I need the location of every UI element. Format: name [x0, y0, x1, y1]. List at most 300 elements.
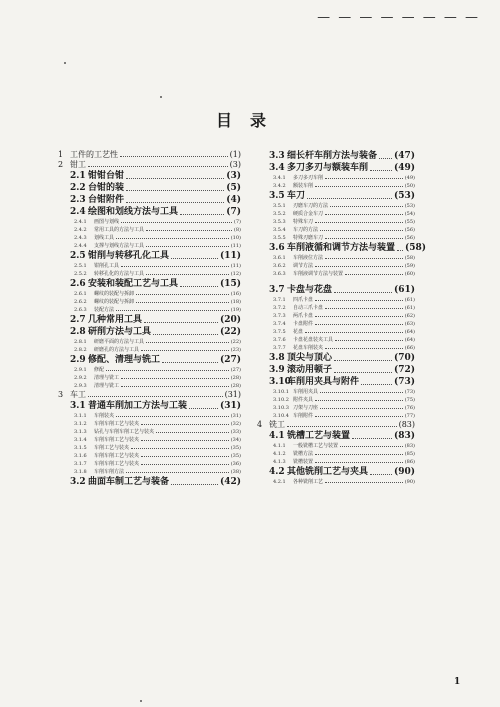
toc-entry-page: (20) — [219, 315, 241, 325]
toc-entry-page: (4) — [226, 195, 241, 205]
toc-entry-page: (61) — [393, 285, 415, 295]
toc-subsection[interactable] — [257, 202, 415, 210]
toc-section[interactable] — [58, 194, 241, 206]
toc-leader-dots — [325, 238, 403, 239]
toc-entry-page: (49) — [404, 175, 415, 181]
toc-entry-number: 2.2 — [70, 183, 86, 193]
toc-section[interactable] — [58, 314, 241, 326]
toc-entry-title: 一般铣槽工艺与装置 — [293, 443, 339, 449]
toc-entry-title: 调节方法 — [293, 263, 314, 269]
toc-entry-page: (31) — [230, 413, 241, 419]
toc-section[interactable] — [257, 364, 415, 376]
toc-entry-number: 2.5.1 — [74, 263, 87, 269]
toc-leader-dots — [136, 302, 229, 303]
toc-leader-dots — [315, 300, 403, 301]
toc-entry-title: 花盘 — [293, 329, 304, 335]
toc-section[interactable] — [58, 170, 241, 182]
toc-subsection[interactable] — [58, 420, 241, 428]
toc-leader-dots — [106, 370, 229, 371]
toc-entry-title: 自动三爪卡盘 — [293, 305, 324, 311]
toc-entry-number: 3.1.3 — [74, 429, 87, 435]
toc-subsection[interactable] — [58, 444, 241, 452]
toc-entry-page: (86) — [404, 459, 415, 465]
toc-entry-number: 3.7 — [269, 285, 285, 295]
toc-entry-title: 安装和装配工艺与工具 — [88, 279, 179, 289]
toc-entry-title: 四爪卡盘 — [293, 297, 314, 303]
toc-entry-number: 3.5.4 — [273, 227, 286, 233]
toc-entry-page: (64) — [404, 329, 415, 335]
toc-section[interactable] — [257, 242, 427, 254]
toc-entry-page: (34) — [230, 437, 241, 443]
toc-entry-page: (3) — [226, 171, 241, 181]
toc-entry-title: 车刀 — [287, 191, 306, 201]
toc-subsection[interactable] — [257, 234, 415, 242]
toc-entry-page: (47) — [393, 151, 415, 161]
toc-entry-title: 修配、清理与铣工 — [88, 355, 161, 365]
toc-entry-title: 额装车削 — [293, 183, 314, 189]
toc-entry-title: 画图与划线 — [94, 219, 120, 225]
toc-leader-dots — [171, 258, 218, 259]
toc-entry-number: 2 — [58, 160, 64, 169]
toc-entry-number: 2.5 — [70, 251, 86, 261]
toc-entry-number: 4.1 — [269, 431, 285, 441]
toc-section[interactable] — [58, 476, 241, 488]
toc-entry-page: (85) — [404, 451, 415, 457]
toc-leader-dots — [361, 384, 392, 385]
toc-entry-page: (11) — [230, 243, 241, 249]
toc-entry-page: (19) — [230, 307, 241, 313]
toc-entry-number: 3.3 — [269, 151, 285, 161]
toc-entry-title: 几种常用工具 — [88, 315, 143, 325]
toc-entry-page: (36) — [230, 461, 241, 467]
toc-entry-title: 其他铣削工艺与夹具 — [287, 467, 369, 477]
toc-entry-number: 3.4.1 — [273, 175, 286, 181]
toc-entry-number: 2.9 — [70, 355, 86, 365]
toc-entry-title: 台钳附件 — [88, 195, 125, 205]
toc-subsection[interactable] — [257, 478, 415, 486]
toc-subsection[interactable] — [58, 366, 241, 374]
toc-entry-page: (31) — [224, 390, 241, 399]
toc-leader-dots — [146, 230, 232, 231]
toc-entry-page: (83) — [393, 431, 415, 441]
toc-entry-number: 2.4.3 — [74, 235, 87, 241]
toc-entry-number: 2.1 — [70, 171, 86, 181]
toc-entry-page: (50) — [404, 183, 415, 189]
toc-leader-dots — [121, 266, 229, 267]
toc-subsection[interactable] — [58, 306, 241, 314]
toc-entry-page: (10) — [230, 235, 241, 241]
toc-leader-dots — [141, 350, 229, 351]
toc-entry-number: 4.2.1 — [273, 479, 286, 485]
toc-entry-title: 研磨平面的方法与工具 — [94, 339, 145, 345]
toc-subsection[interactable] — [257, 328, 415, 336]
toc-leader-dots — [287, 426, 397, 427]
toc-section[interactable] — [58, 354, 241, 366]
toc-leader-dots — [307, 198, 392, 199]
toc-leader-dots — [315, 266, 403, 267]
toc-entry-page: (66) — [404, 345, 415, 351]
toc-entry-number: 2.6 — [70, 279, 86, 289]
toc-section[interactable] — [257, 430, 415, 442]
toc-subsection[interactable] — [257, 412, 415, 420]
toc-entry-page: (61) — [404, 297, 415, 303]
toc-section[interactable] — [58, 182, 241, 194]
toc-entry-page: (73) — [393, 377, 415, 387]
toc-entry-title: 螺纹的装配与拆卸 — [94, 299, 135, 305]
toc-leader-dots — [315, 416, 403, 417]
toc-entry-title: 各种铣削工艺 — [293, 479, 324, 485]
toc-subsection[interactable] — [58, 460, 241, 468]
toc-entry-title: 车削车削工艺与装夹 — [94, 461, 140, 467]
toc-entry-title: 研削方法与工具 — [88, 327, 152, 337]
toc-entry-number: 3 — [58, 390, 64, 399]
toc-leader-dots — [162, 362, 218, 363]
toc-entry-title: 支撑与划线方法与工具 — [94, 243, 145, 249]
toc-subsection[interactable] — [58, 226, 241, 234]
toc-entry-page: (60) — [404, 271, 415, 277]
toc-entry-number: 3.10.3 — [273, 405, 289, 411]
toc-section[interactable] — [257, 162, 415, 174]
toc-entry-page: (8) — [233, 227, 241, 233]
toc-leader-dots — [146, 274, 229, 275]
toc-entry-number: 2.6.2 — [74, 299, 87, 305]
toc-entry-page: (64) — [404, 337, 415, 343]
toc-entry-number: 2.4.2 — [74, 227, 87, 233]
toc-subsection[interactable] — [257, 312, 415, 320]
toc-entry-page: (56) — [404, 235, 415, 241]
toc-leader-dots — [335, 340, 403, 341]
toc-entry-title: 车削车削工艺与装夹 — [94, 421, 140, 427]
toc-entry-page: (75) — [404, 397, 415, 403]
toc-entry-page: (27) — [219, 355, 241, 365]
toc-leader-dots — [189, 408, 218, 409]
toc-subsection[interactable] — [257, 450, 415, 458]
toc-leader-dots — [180, 214, 224, 215]
toc-entry-number: 3.6.1 — [273, 255, 286, 261]
toc-leader-dots — [156, 432, 229, 433]
toc-subsection[interactable] — [257, 270, 415, 278]
toc-leader-dots — [352, 438, 392, 439]
toc-subsection[interactable] — [257, 336, 415, 344]
toc-leader-dots — [141, 464, 229, 465]
toc-leader-dots — [315, 454, 403, 455]
toc-section[interactable] — [257, 190, 415, 202]
toc-leader-dots — [325, 482, 403, 483]
toc-entry-page: (1) — [229, 150, 241, 159]
toc-entry-title: 划线工具 — [94, 235, 115, 241]
toc-subsection[interactable] — [58, 262, 241, 270]
toc-entry-page: (12) — [230, 271, 241, 277]
toc-leader-dots — [325, 308, 403, 309]
toc-entry-page: (56) — [404, 227, 415, 233]
toc-entry-title: 螺纹的装配与拆卸 — [94, 291, 135, 297]
toc-entry-number: 4 — [257, 420, 263, 429]
toc-entry-number: 3.5.1 — [273, 203, 286, 209]
toc-section[interactable] — [257, 284, 415, 296]
toc-entry-number: 2.4.4 — [74, 243, 87, 249]
toc-entry-title: 研磨孔的方法与工具 — [94, 347, 140, 353]
toc-leader-dots — [334, 292, 392, 293]
toc-leader-dots — [121, 386, 229, 387]
toc-leader-dots — [325, 178, 403, 179]
toc-entry-title: 清理与铣工 — [94, 383, 120, 389]
toc-subsection[interactable] — [58, 346, 241, 354]
toc-leader-dots — [315, 316, 403, 317]
toc-entry-title: 车削液循和调节方法与装置 — [287, 243, 396, 253]
toc-entry-page: (22) — [219, 327, 241, 337]
toc-chapter[interactable] — [58, 150, 241, 160]
toc-entry-number: 2.3 — [70, 195, 86, 205]
toc-entry-title: 花盘车削装夹 — [293, 345, 324, 351]
toc-leader-dots — [126, 190, 224, 191]
toc-subsection[interactable] — [257, 218, 415, 226]
toc-subsection[interactable] — [257, 296, 415, 304]
toc-subsection[interactable] — [58, 412, 241, 420]
toc-entry-title: 特殊车刀 — [293, 219, 314, 225]
toc-entry-page: (58) — [404, 255, 415, 261]
toc-entry-title: 卡盘与花盘 — [287, 285, 333, 295]
toc-leader-dots — [116, 310, 229, 311]
toc-entry-page: (70) — [393, 353, 415, 363]
toc-chapter[interactable] — [58, 160, 241, 170]
toc-subsection[interactable] — [58, 468, 241, 476]
toc-subsection[interactable] — [257, 320, 415, 328]
toc-entry-title: 车削附件 — [293, 413, 314, 419]
toc-entry-title: 铣槽方法 — [293, 451, 314, 457]
toc-entry-page: (58) — [405, 243, 427, 253]
toc-entry-page: (61) — [404, 305, 415, 311]
toc-subsection[interactable] — [257, 182, 415, 190]
toc-entry-page: (7) — [226, 207, 241, 217]
toc-subsection[interactable] — [58, 298, 241, 306]
toc-entry-page: (90) — [404, 479, 415, 485]
toc-entry-number: 3.1.4 — [74, 437, 87, 443]
toc-leader-dots — [379, 158, 392, 159]
toc-entry-number: 3.5.3 — [273, 219, 286, 225]
toc-subsection[interactable] — [58, 242, 241, 250]
toc-entry-title: 多刀多刃车削 — [293, 175, 324, 181]
toc-leader-dots — [325, 258, 403, 259]
toc-subsection[interactable] — [58, 428, 241, 436]
toc-leader-dots — [141, 456, 229, 457]
toc-entry-title: 车削液位方法 — [293, 255, 324, 261]
toc-entry-title: 钳削与转移孔化工具 — [88, 251, 170, 261]
toc-entry-page: (76) — [404, 405, 415, 411]
toc-subsection[interactable] — [257, 262, 415, 270]
toc-subsection[interactable] — [58, 452, 241, 460]
toc-leader-dots — [340, 446, 403, 447]
toc-entry-number: 3.10.4 — [273, 413, 289, 419]
toc-entry-title: 转移孔化的方法与工具 — [94, 271, 145, 277]
toc-entry-page: (53) — [393, 191, 415, 201]
toc-subsection[interactable] — [257, 404, 415, 412]
toc-entry-title: 车削工艺与装夹 — [94, 445, 130, 451]
toc-subsection[interactable] — [257, 226, 415, 234]
toc-leader-dots — [320, 392, 403, 393]
toc-entry-number: 3.4.2 — [273, 183, 286, 189]
toc-leader-dots — [120, 156, 228, 157]
toc-entry-page: (15) — [219, 279, 241, 289]
toc-subsection[interactable] — [257, 174, 415, 182]
toc-leader-dots — [345, 274, 403, 275]
toc-subsection[interactable] — [58, 270, 241, 278]
toc-entry-title: 两爪卡盘 — [293, 313, 314, 319]
toc-entry-number: 2.8.2 — [74, 347, 87, 353]
toc-entry-page: (59) — [404, 263, 415, 269]
toc-entry-page: (42) — [219, 477, 241, 487]
toc-entry-number: 3.7.1 — [273, 297, 286, 303]
toc-subsection[interactable] — [58, 234, 241, 242]
toc-entry-title: 车削车削工艺与装夹 — [94, 453, 140, 459]
toc-entry-page: (28) — [230, 383, 241, 389]
toc-entry-number: 3.6 — [269, 243, 285, 253]
toc-entry-page: (54) — [404, 211, 415, 217]
toc-entry-number: 3.8 — [269, 353, 285, 363]
toc-entry-page: (33) — [230, 429, 241, 435]
toc-entry-title: 顶尖与顶心 — [287, 353, 333, 363]
toc-leader-dots — [315, 400, 403, 401]
toc-entry-title: 卡盘花盘装夹工具 — [293, 337, 334, 343]
toc-leader-dots — [180, 286, 218, 287]
toc-section[interactable] — [58, 250, 241, 262]
toc-entry-page: (62) — [404, 313, 415, 319]
toc-section[interactable] — [58, 206, 241, 218]
toc-entry-page: (16) — [230, 291, 241, 297]
toc-entry-title: 普通车削加工方法与工装 — [88, 401, 188, 411]
toc-section[interactable] — [58, 400, 241, 412]
toc-entry-page: (77) — [404, 413, 415, 419]
toc-entry-title: 附件夹具 — [293, 397, 314, 403]
toc-entry-number: 3.7.2 — [273, 305, 286, 311]
toc-entry-title: 曲面车制工艺与装备 — [88, 477, 170, 487]
toc-entry-title: 车削装夹 — [94, 413, 115, 419]
toc-entry-title: 铣槽工艺与装置 — [287, 431, 351, 441]
toc-subsection[interactable] — [257, 210, 415, 218]
toc-section[interactable] — [58, 326, 241, 338]
toc-entry-title: 车削车削工艺与装夹 — [94, 437, 140, 443]
toc-entry-number: 3.10 — [269, 377, 291, 387]
toc-section[interactable] — [257, 352, 415, 364]
toc-entry-number: 3.6.3 — [273, 271, 286, 277]
toc-entry-number: 2.6.3 — [74, 307, 87, 313]
toc-entry-title: 刀架与刀座 — [293, 405, 319, 411]
toc-entry-number: 3.1.6 — [74, 453, 87, 459]
toc-entry-title: 刃磨车刀的方法 — [293, 203, 329, 209]
toc-leader-dots — [88, 396, 223, 397]
header-dashes: — — — — — — — — — [317, 10, 480, 25]
toc-entry-page: (23) — [230, 347, 241, 353]
toc-leader-dots — [141, 440, 229, 441]
toc-subsection[interactable] — [257, 458, 415, 466]
toc-entry-number: 3.5.5 — [273, 235, 286, 241]
toc-leader-dots — [146, 246, 229, 247]
toc-entry-number: 2.8.1 — [74, 339, 87, 345]
toc-entry-page: (35) — [230, 453, 241, 459]
toc-subsection[interactable] — [257, 344, 415, 352]
toc-entry-number: 3.2 — [70, 477, 86, 487]
toc-entry-title: 清理与铣工 — [94, 375, 120, 381]
toc-leader-dots — [315, 186, 403, 187]
toc-subsection[interactable] — [58, 338, 241, 346]
toc-leader-dots — [146, 342, 229, 343]
toc-entry-page: (11) — [219, 251, 241, 261]
toc-entry-title: 钳工 — [70, 160, 86, 169]
toc-entry-number: 3.10.2 — [273, 397, 289, 403]
scan-speck — [160, 96, 162, 98]
toc-leader-dots — [397, 250, 403, 251]
scan-speck — [140, 700, 142, 702]
toc-subsection[interactable] — [257, 442, 415, 450]
toc-subsection[interactable] — [257, 396, 415, 404]
toc-subsection[interactable] — [58, 290, 241, 298]
toc-entry-page: (18) — [230, 299, 241, 305]
toc-section[interactable] — [257, 466, 415, 478]
toc-entry-page: (53) — [404, 203, 415, 209]
toc-entry-number: 3.5.2 — [273, 211, 286, 217]
toc-entry-title: 车削液调节方法与装置 — [293, 271, 344, 277]
toc-entry-title: 铣工 — [269, 420, 285, 429]
toc-subsection[interactable] — [257, 254, 415, 262]
toc-entry-page: (55) — [404, 219, 415, 225]
toc-entry-page: (63) — [404, 321, 415, 327]
toc-entry-number: 3.1.7 — [74, 461, 87, 467]
toc-entry-number: 3.7.7 — [273, 345, 286, 351]
toc-entry-title: 台钳的装 — [88, 183, 125, 193]
toc-subsection[interactable] — [58, 436, 241, 444]
toc-leader-dots — [315, 222, 403, 223]
toc-entry-page: (5) — [226, 183, 241, 193]
toc-subsection[interactable] — [58, 218, 241, 226]
toc-leader-dots — [141, 424, 229, 425]
toc-leader-dots — [334, 372, 392, 373]
toc-entry-title: 硬质合金车刀 — [293, 211, 324, 217]
toc-section[interactable] — [257, 150, 415, 162]
scan-speck — [64, 62, 66, 64]
toc-subsection[interactable] — [257, 304, 415, 312]
toc-entry-number: 2.4 — [70, 207, 86, 217]
toc-leader-dots — [320, 408, 403, 409]
toc-subsection[interactable] — [257, 388, 415, 396]
toc-entry-number: 3.4 — [269, 163, 285, 173]
toc-chapter[interactable] — [58, 390, 241, 400]
toc-entry-number: 1 — [58, 150, 64, 159]
toc-leader-dots — [330, 206, 403, 207]
toc-leader-dots — [116, 238, 229, 239]
toc-entry-number: 4.2 — [269, 467, 285, 477]
toc-leader-dots — [116, 416, 229, 417]
toc-entry-number: 2.9.2 — [74, 375, 87, 381]
toc-entry-number: 2.7 — [70, 315, 86, 325]
toc-chapter[interactable] — [257, 420, 415, 430]
toc-subsection[interactable] — [58, 382, 241, 390]
toc-entry-number: 2.5.2 — [74, 271, 87, 277]
toc-entry-number: 3.1 — [70, 401, 86, 411]
toc-entry-number: 2.9.3 — [74, 383, 87, 389]
toc-section[interactable] — [257, 376, 415, 388]
toc-entry-title: 滚动用顿子 — [287, 365, 333, 375]
toc-section[interactable] — [58, 278, 241, 290]
toc-entry-page: (3) — [229, 160, 241, 169]
toc-leader-dots — [334, 360, 392, 361]
toc-leader-dots — [325, 348, 403, 349]
toc-entry-title: 绘图和划线方法与工具 — [88, 207, 179, 217]
toc-subsection[interactable] — [58, 374, 241, 382]
toc-entry-page: (32) — [230, 421, 241, 427]
toc-leader-dots — [305, 332, 403, 333]
toc-entry-title: 常用工具的方法与工具 — [94, 227, 145, 233]
toc-entry-number: 3.9 — [269, 365, 285, 375]
toc-entry-page: (90) — [393, 467, 415, 477]
